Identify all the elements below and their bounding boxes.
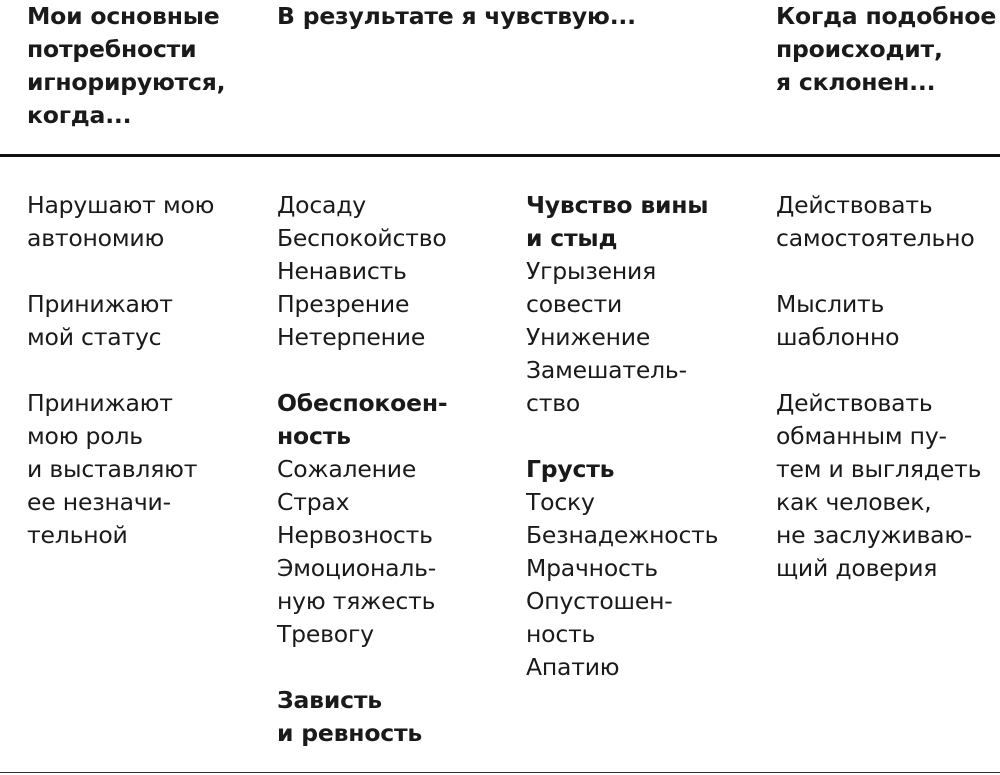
feeling-group-heading: и стыд	[526, 224, 618, 252]
situation-text: тельной	[27, 521, 128, 549]
situation-text: автономию	[27, 224, 165, 252]
bottom-divider	[0, 772, 1000, 773]
tendency-text: Действовать	[776, 389, 933, 417]
column-feelings-2	[526, 189, 718, 684]
tendency-text: не заслуживаю-	[776, 521, 973, 549]
column-situations	[27, 189, 214, 552]
situation-text: Принижают	[27, 389, 173, 417]
tendency-text: Действовать	[776, 191, 933, 219]
situation-text: и выставляют	[27, 455, 198, 483]
header-line: я склонен...	[776, 68, 936, 96]
feeling-item: Безнадежность	[526, 521, 719, 549]
feeling-item: Тоску	[526, 488, 595, 516]
tendency-text: самостоятельно	[776, 224, 975, 252]
tendency-text: шаблонно	[776, 323, 900, 351]
tendency-text: щий доверия	[776, 554, 938, 582]
feeling-item: совести	[526, 290, 623, 318]
feeling-item: Замешатель-	[526, 356, 687, 384]
tendency-text: Мыслить	[776, 290, 885, 318]
feeling-item: Беспокойство	[277, 224, 447, 252]
header-line: когда...	[27, 101, 132, 129]
tendency-text: тем и выглядеть	[776, 455, 982, 483]
feeling-group-heading: Чувство вины	[526, 191, 709, 219]
feeling-item: Сожаление	[277, 455, 417, 483]
header-feelings	[277, 0, 636, 33]
feeling-item: Угрызения	[526, 257, 657, 285]
feeling-item: Тревогу	[277, 620, 374, 648]
header-line: В результате я чувствую...	[277, 2, 636, 30]
feeling-item: Унижение	[526, 323, 651, 351]
feeling-item: Досаду	[277, 191, 367, 219]
feeling-item: Мрачность	[526, 554, 658, 582]
feeling-item: ность	[526, 620, 596, 648]
feeling-item: ную тяжесть	[277, 587, 436, 615]
feeling-group-heading: Обеспокоен-	[277, 389, 448, 417]
header-tendency	[776, 0, 996, 99]
situation-text: ее незначи-	[27, 488, 171, 516]
header-line: игнорируются,	[27, 68, 226, 96]
feeling-item: Презрение	[277, 290, 410, 318]
feeling-group-heading: Зависть	[277, 686, 382, 714]
feeling-item: Страх	[277, 488, 350, 516]
header-line: Когда подобное	[776, 2, 997, 30]
feeling-item: Нервозность	[277, 521, 433, 549]
feeling-item: Опустошен-	[526, 587, 673, 615]
situation-text: мой статус	[27, 323, 162, 351]
header-line: Мои основные	[27, 2, 220, 30]
header-divider	[0, 154, 1000, 157]
situation-text: мою роль	[27, 422, 143, 450]
situation-text: Нарушают мою	[27, 191, 215, 219]
feeling-item: Нетерпение	[277, 323, 426, 351]
feeling-item: Ненависть	[277, 257, 407, 285]
feeling-item: Эмоциональ-	[277, 554, 437, 582]
feeling-group-heading: и ревность	[277, 719, 423, 747]
feeling-item: ство	[526, 389, 581, 417]
feeling-group-heading: Грусть	[526, 455, 615, 483]
header-line: происходит,	[776, 35, 943, 63]
header-line: потребности	[27, 35, 197, 63]
tendency-text: обманным пу-	[776, 422, 947, 450]
feeling-item: Апатию	[526, 653, 620, 681]
tendency-text: как человек,	[776, 488, 932, 516]
situation-text: Принижают	[27, 290, 173, 318]
column-tendencies	[776, 189, 981, 585]
feeling-group-heading: ность	[277, 422, 351, 450]
column-feelings-1	[277, 189, 447, 750]
header-needs-ignored	[27, 0, 225, 132]
